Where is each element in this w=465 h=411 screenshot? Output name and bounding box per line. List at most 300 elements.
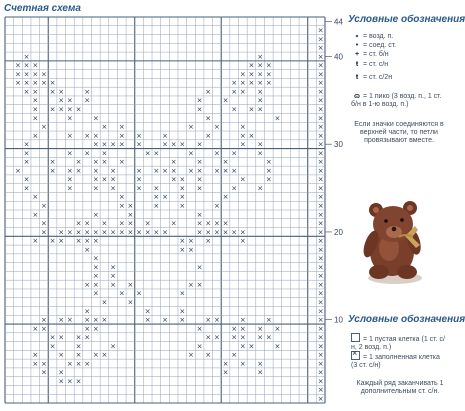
- filled-cell-cross: ×: [23, 140, 30, 149]
- filled-cell-cross: ×: [248, 342, 255, 351]
- filled-cell-cross: ×: [188, 166, 194, 175]
- filled-cell-cross: ×: [257, 368, 264, 377]
- double-treble-icon: ŧ: [355, 74, 359, 81]
- filled-cell-cross: ×: [92, 316, 99, 325]
- filled-cell-cross: ×: [257, 149, 264, 158]
- filled-cell-cross: ×: [196, 210, 203, 219]
- filled-cell-cross: ×: [257, 61, 264, 70]
- filled-cell-cross: ×: [239, 123, 246, 132]
- filled-cell-cross: ×: [84, 87, 91, 96]
- filled-cell-cross: ×: [84, 280, 91, 289]
- filled-cell-cross: ×: [75, 351, 82, 360]
- filled-cell-cross: ×: [213, 202, 220, 211]
- filled-cell-cross: ×: [84, 219, 91, 228]
- filled-cell-cross: ×: [265, 70, 272, 79]
- filled-cell-cross: ×: [162, 131, 168, 140]
- filled-cell-cross: ×: [239, 175, 246, 184]
- filled-cell-cross: ×: [40, 79, 47, 88]
- legend-item-single-crochet: + = ст. б/н: [351, 51, 389, 59]
- filled-cell-cross: ×: [170, 175, 177, 184]
- legend-note-bottom: Каждый ряд заканчивать 1 дополнительным ст. с/н.: [356, 380, 444, 395]
- filled-cell-cross: ×: [66, 175, 73, 184]
- filled-cell-cross: ×: [317, 228, 324, 237]
- filled-cell-cross: ×: [257, 79, 264, 88]
- filled-cell-cross: ×: [84, 359, 91, 368]
- filled-cell-cross: ×: [118, 228, 125, 237]
- filled-cell-cross: ×: [179, 237, 186, 246]
- filled-cell-cross: ×: [75, 219, 82, 228]
- filled-cell-cross: ×: [66, 184, 73, 193]
- filled-cell-cross: ×: [205, 237, 212, 246]
- filled-cell-cross: ×: [170, 140, 177, 149]
- filled-cell-cross: ×: [32, 131, 39, 140]
- filled-cell-cross: ×: [58, 351, 65, 360]
- filled-cell-cross: ×: [196, 140, 203, 149]
- filled-cell-cross: ×: [58, 377, 65, 386]
- filled-cell-cross: ×: [317, 149, 324, 158]
- filled-cell-cross: ×: [136, 289, 142, 298]
- filled-cell-cross: ×: [66, 105, 73, 114]
- filled-cell-cross: ×: [205, 316, 212, 325]
- filled-cell-cross: ×: [127, 210, 134, 219]
- filled-cell-cross: ×: [153, 193, 160, 202]
- filled-cell-cross: ×: [317, 193, 324, 202]
- filled-cell-cross: ×: [317, 202, 324, 211]
- filled-cell-cross: ×: [179, 245, 186, 254]
- filled-cell-cross: ×: [317, 87, 324, 96]
- filled-cell-cross: ×: [118, 123, 125, 132]
- filled-cell-cross: ×: [92, 228, 99, 237]
- filled-cell-cross: ×: [66, 96, 73, 105]
- row-number-label: 20: [334, 227, 343, 237]
- filled-cell-cross: ×: [231, 228, 238, 237]
- filled-cell-cross: ×: [274, 114, 281, 123]
- filled-cell-cross: ×: [110, 342, 117, 351]
- filled-cell-cross: ×: [58, 368, 65, 377]
- filled-cell-cross: ×: [127, 228, 134, 237]
- filled-cell-cross: ×: [75, 158, 82, 167]
- filled-cell-cross: ×: [32, 324, 39, 333]
- filled-cell-cross: ×: [23, 175, 30, 184]
- filled-cell-cross: ×: [317, 237, 324, 246]
- filled-cell-cross: ×: [110, 280, 117, 289]
- filled-cell-cross: ×: [162, 140, 168, 149]
- filled-cell-cross: ×: [317, 158, 324, 167]
- filled-cell-cross: ×: [257, 333, 264, 342]
- filled-cell-cross: ×: [32, 70, 39, 79]
- filled-cell-cross: ×: [317, 298, 324, 307]
- filled-cell-cross: ×: [205, 114, 212, 123]
- filled-cell-cross: ×: [92, 289, 99, 298]
- filled-cell-cross: ×: [222, 158, 229, 167]
- filled-cell-cross: ×: [317, 44, 324, 53]
- filled-cell-cross: ×: [101, 219, 108, 228]
- filled-cell-cross: ×: [257, 70, 264, 79]
- filled-cell-cross: ×: [144, 228, 151, 237]
- filled-cell-cross: ×: [75, 359, 82, 368]
- filled-cell-cross: ×: [213, 123, 220, 132]
- filled-cell-cross: ×: [40, 324, 47, 333]
- filled-cell-cross: ×: [58, 228, 65, 237]
- filled-cell-cross: ×: [66, 114, 73, 123]
- filled-cell-cross: ×: [162, 166, 168, 175]
- slip-stitch-icon: •: [355, 42, 359, 49]
- filled-cell-cross: ×: [317, 280, 324, 289]
- filled-cell-cross: ×: [196, 342, 203, 351]
- filled-cell-cross: ×: [239, 333, 246, 342]
- filled-cell-cross: ×: [196, 158, 203, 167]
- filled-cell-cross: ×: [110, 175, 117, 184]
- filled-cell-cross: ×: [92, 131, 99, 140]
- filled-cell-cross: ×: [144, 149, 151, 158]
- filled-cell-cross: ×: [265, 79, 272, 88]
- filled-cell-cross: ×: [15, 166, 21, 175]
- filled-cell-cross: ×: [40, 359, 47, 368]
- filled-cell-cross: ×: [101, 140, 108, 149]
- filled-cell-cross: ×: [40, 123, 47, 132]
- filled-cell-cross: ×: [92, 237, 99, 246]
- filled-cell-cross: ×: [92, 263, 99, 272]
- filled-cell-cross: ×: [239, 324, 246, 333]
- filled-cell-cross: ×: [179, 307, 186, 316]
- filled-cell-cross: ×: [231, 324, 238, 333]
- filled-cell-cross: ×: [205, 228, 212, 237]
- filled-cell-cross: ×: [23, 79, 30, 88]
- filled-cell-cross: ×: [274, 324, 281, 333]
- filled-cell-cross: ×: [317, 263, 324, 272]
- filled-cell-cross: ×: [127, 298, 134, 307]
- filled-cell-cross: ×: [23, 61, 30, 70]
- filled-cell-cross: ×: [101, 158, 108, 167]
- filled-cell-cross: ×: [75, 105, 82, 114]
- filled-cell-cross: ×: [179, 140, 186, 149]
- legend-item-slip: • = соед. ст.: [351, 42, 396, 50]
- filled-cell-cross: ×: [188, 149, 194, 158]
- filled-cell-cross: ×: [75, 377, 82, 386]
- filled-cell-cross: ×: [162, 193, 168, 202]
- legend-item-picot: ɷ = 1 пико (3 возд. п., 1 ст. б/н в 1-ю возд. п.): [351, 93, 442, 108]
- filled-cell-cross: ×: [257, 359, 264, 368]
- filled-cell-cross: ×: [222, 166, 229, 175]
- filled-cell-cross: ×: [136, 228, 142, 237]
- filled-cell-cross: ×: [92, 158, 99, 167]
- filled-cell-cross: ×: [84, 131, 91, 140]
- filled-cell-cross: ×: [205, 351, 212, 360]
- filled-cell-cross: ×: [118, 289, 125, 298]
- filled-cell-cross: ×: [213, 149, 220, 158]
- filled-cell-cross: ×: [257, 324, 264, 333]
- filled-cell-cross: ×: [317, 175, 324, 184]
- filled-cell-cross: ×: [239, 70, 246, 79]
- filled-cell-cross: ×: [23, 184, 30, 193]
- filled-cell-cross: ×: [196, 228, 203, 237]
- filled-cell-cross: ×: [317, 52, 324, 61]
- filled-cell-cross: ×: [136, 131, 142, 140]
- filled-cell-cross: ×: [317, 324, 324, 333]
- filled-cell-cross: ×: [265, 316, 272, 325]
- filled-cell-cross: ×: [40, 316, 47, 325]
- filled-cell-cross: ×: [118, 219, 125, 228]
- filled-cell-cross: ×: [75, 333, 82, 342]
- filled-cell-cross: ×: [136, 184, 142, 193]
- filled-cell-cross: ×: [136, 166, 142, 175]
- filled-cell-cross: ×: [101, 228, 108, 237]
- filled-cell-cross: ×: [15, 61, 21, 70]
- filled-cell-cross: ×: [196, 184, 203, 193]
- filled-cell-cross: ×: [15, 70, 21, 79]
- filled-cell-cross: ×: [257, 184, 264, 193]
- filled-cell-cross: ×: [239, 359, 246, 368]
- filled-cell-cross: ×: [317, 386, 324, 395]
- row-number-label: 10: [334, 315, 343, 325]
- filled-cell-cross: ×: [162, 228, 168, 237]
- filled-cell-cross: ×: [92, 324, 99, 333]
- chain-stitch-icon: ∘: [354, 33, 360, 40]
- filled-cell-cross: ×: [75, 342, 82, 351]
- filled-cell-cross: ×: [188, 351, 194, 360]
- filled-cell-cross: ×: [179, 184, 186, 193]
- filled-cell-cross: ×: [317, 131, 324, 140]
- filled-cell-cross: ×: [257, 96, 264, 105]
- filled-cell-cross: ×: [66, 166, 73, 175]
- legend-note-top: Если значки соединяются в верхней части, то петли провязывают вместе.: [354, 121, 444, 144]
- filled-cell-cross: ×: [196, 263, 203, 272]
- filled-cell-cross: ×: [317, 254, 324, 263]
- filled-cell-cross: ×: [32, 61, 39, 70]
- filled-cell-cross: ×: [66, 228, 73, 237]
- filled-cell-cross: ×: [239, 131, 246, 140]
- filled-cell-cross: ×: [162, 316, 168, 325]
- filled-cell-cross: ×: [231, 149, 238, 158]
- filled-cell-cross: ×: [15, 79, 21, 88]
- chart-title: Счетная схема: [4, 3, 81, 14]
- filled-cell-cross: ×: [170, 166, 177, 175]
- filled-cell-cross: ×: [118, 140, 125, 149]
- filled-cell-cross: ×: [49, 105, 56, 114]
- filled-cell-cross: ×: [49, 166, 56, 175]
- filled-cell-cross: ×: [32, 210, 39, 219]
- filled-cell-cross: ×: [317, 35, 324, 44]
- filled-cell-cross: ×: [257, 87, 264, 96]
- filled-cell-cross: ×: [153, 184, 160, 193]
- filled-cell-cross: ×: [222, 228, 229, 237]
- filled-cell-cross: ×: [248, 70, 255, 79]
- filled-cell-cross: ×: [231, 351, 238, 360]
- filled-cell-cross: ×: [84, 324, 91, 333]
- filled-cell-cross: ×: [49, 79, 56, 88]
- filled-cell-cross: ×: [92, 351, 99, 360]
- filled-cell-cross: ×: [257, 140, 264, 149]
- filled-cell-cross: ×: [213, 219, 220, 228]
- filled-cell-cross: ×: [317, 61, 324, 70]
- filled-cell-cross: ×: [32, 96, 39, 105]
- filled-cell-cross: ×: [239, 342, 246, 351]
- filled-cell-cross: ×: [32, 87, 39, 96]
- filled-cell-cross: ×: [58, 105, 65, 114]
- filled-cell-cross: ×: [222, 96, 229, 105]
- filled-cell-cross: ×: [317, 219, 324, 228]
- filled-cell-cross: ×: [188, 280, 194, 289]
- filled-cell-cross: ×: [317, 368, 324, 377]
- filled-cell-cross: ×: [213, 166, 220, 175]
- filled-cell-cross: ×: [49, 158, 56, 167]
- filled-cell-cross: ×: [205, 131, 212, 140]
- filled-cell-cross: ×: [317, 333, 324, 342]
- filled-cell-cross: ×: [153, 202, 160, 211]
- filled-cell-cross: ×: [257, 105, 264, 114]
- filled-cell-cross: ×: [23, 87, 30, 96]
- filled-cell-cross: ×: [317, 114, 324, 123]
- filled-cell-cross: ×: [66, 131, 73, 140]
- filled-cell-cross: ×: [179, 175, 186, 184]
- filled-cell-cross: ×: [144, 219, 151, 228]
- filled-cell-cross: ×: [40, 228, 47, 237]
- filled-cell-cross: ×: [317, 26, 324, 35]
- filled-cell-cross: ×: [58, 96, 65, 105]
- filled-cell-cross: ×: [118, 158, 125, 167]
- filled-cell-cross: ×: [317, 316, 324, 325]
- filled-cell-cross: ×: [317, 140, 324, 149]
- filled-cell-cross: ×: [84, 237, 91, 246]
- filled-cell-cross: ×: [153, 228, 160, 237]
- filled-cell-cross: ×: [32, 351, 39, 360]
- filled-cell-cross: ×: [101, 351, 108, 360]
- filled-cell-cross: ×: [101, 149, 108, 158]
- filled-cell-cross: ×: [110, 140, 117, 149]
- filled-cell-cross: ×: [239, 237, 246, 246]
- filled-cell-cross: ×: [127, 280, 134, 289]
- filled-cell-cross: ×: [248, 79, 255, 88]
- legend-heading-bottom: Условные обозначения: [348, 314, 465, 325]
- filled-cell-cross: ×: [92, 184, 99, 193]
- row-number-label: 40: [334, 52, 343, 62]
- filled-cell-cross: ×: [317, 79, 324, 88]
- filled-cell-cross: ×: [101, 298, 108, 307]
- filled-cell-cross: ×: [213, 228, 220, 237]
- filled-cell-cross: ×: [222, 219, 229, 228]
- filled-cell-cross: ×: [196, 219, 203, 228]
- filled-cell-cross: ×: [110, 263, 117, 272]
- filled-cell-cross: ×: [32, 193, 39, 202]
- legend-item-filled-cell: ×= 1 заполненная клетка (3 ст. с/н): [351, 351, 447, 370]
- filled-cell-cross: ×: [110, 228, 117, 237]
- filled-cell-cross: ×: [66, 149, 73, 158]
- filled-cell-cross: ×: [32, 105, 39, 114]
- filled-cell-cross: ×: [84, 333, 91, 342]
- teddy-bear-image: [361, 201, 424, 284]
- filled-cell-cross: ×: [144, 307, 151, 316]
- filled-cell-cross: ×: [196, 175, 203, 184]
- filled-cell-cross: ×: [84, 149, 91, 158]
- filled-cell-cross: ×: [179, 289, 186, 298]
- filled-cell-cross: ×: [188, 237, 194, 246]
- filled-cell-cross: ×: [110, 272, 117, 281]
- filled-cell-cross: ×: [179, 202, 186, 211]
- filled-cell-cross: ×: [196, 280, 203, 289]
- filled-cell-icon: [351, 351, 360, 360]
- filled-cell-cross: ×: [32, 237, 39, 246]
- filled-cell-cross: ×: [66, 316, 73, 325]
- filled-cell-cross: ×: [188, 123, 194, 132]
- filled-cell-cross: ×: [205, 87, 212, 96]
- filled-cell-cross: ×: [274, 342, 281, 351]
- legend-item-double-treble: ŧ = ст. с/2н: [351, 74, 392, 82]
- filled-cell-cross: ×: [23, 70, 30, 79]
- filled-cell-cross: ×: [101, 175, 108, 184]
- filled-cell-cross: ×: [170, 158, 177, 167]
- filled-cell-cross: ×: [170, 219, 177, 228]
- filled-cell-cross: ×: [66, 377, 73, 386]
- filled-cell-cross: ×: [248, 131, 255, 140]
- filled-cell-cross: ×: [317, 105, 324, 114]
- filled-cell-cross: ×: [92, 114, 99, 123]
- legend-item-double-crochet: ŧ = ст. с/н: [351, 61, 388, 69]
- filled-cell-cross: ×: [179, 316, 186, 325]
- filled-cell-cross: ×: [196, 96, 203, 105]
- filled-cell-cross: ×: [317, 377, 324, 386]
- filled-cell-cross: ×: [196, 166, 203, 175]
- filled-cell-cross: ×: [222, 359, 229, 368]
- filled-cell-cross: ×: [317, 166, 324, 175]
- filled-cell-cross: ×: [84, 245, 91, 254]
- filled-cell-cross: ×: [265, 61, 272, 70]
- filled-cell-cross: ×: [66, 359, 73, 368]
- filled-cell-cross: ×: [136, 140, 142, 149]
- filled-cell-cross: ×: [84, 96, 91, 105]
- filled-cell-cross: ×: [205, 219, 212, 228]
- filled-cell-cross: ×: [213, 333, 220, 342]
- filled-cell-cross: ×: [49, 87, 56, 96]
- filled-cell-cross: ×: [92, 254, 99, 263]
- filled-cell-cross: ×: [49, 342, 56, 351]
- filled-cell-cross: ×: [58, 316, 65, 325]
- filled-cell-cross: ×: [58, 87, 65, 96]
- filled-cell-cross: ×: [317, 184, 324, 193]
- filled-cell-cross: ×: [317, 351, 324, 360]
- filled-cell-cross: ×: [239, 140, 246, 149]
- filled-cell-cross: ×: [205, 333, 212, 342]
- filled-cell-cross: ×: [265, 175, 272, 184]
- filled-cell-cross: ×: [231, 184, 238, 193]
- filled-cell-cross: ×: [188, 245, 194, 254]
- single-crochet-icon: +: [354, 51, 360, 58]
- filled-cell-cross: ×: [231, 79, 238, 88]
- filled-cell-cross: ×: [101, 123, 108, 132]
- filled-cell-cross: ×: [92, 272, 99, 281]
- filled-cell-cross: ×: [248, 61, 255, 70]
- row-number-label: 30: [334, 140, 343, 150]
- filled-cell-cross: ×: [231, 87, 238, 96]
- filled-cell-cross: ×: [239, 316, 246, 325]
- filled-cell-cross: ×: [118, 202, 125, 211]
- filled-cell-cross: ×: [84, 316, 91, 325]
- filled-cell-cross: ×: [110, 166, 117, 175]
- filled-cell-cross: ×: [32, 79, 39, 88]
- filled-cell-cross: ×: [40, 219, 47, 228]
- filled-cell-cross: ×: [92, 175, 99, 184]
- filled-cell-cross: ×: [213, 316, 220, 325]
- filled-cell-cross: ×: [239, 87, 246, 96]
- filled-cell-cross: ×: [317, 210, 324, 219]
- filled-cell-cross: ×: [317, 307, 324, 316]
- filled-cell-cross: ×: [231, 166, 238, 175]
- filled-cell-cross: ×: [222, 193, 229, 202]
- filled-cell-cross: ×: [32, 359, 39, 368]
- filled-cell-cross: ×: [92, 140, 99, 149]
- filled-cell-cross: ×: [49, 333, 56, 342]
- filled-cell-cross: ×: [84, 228, 91, 237]
- filled-cell-cross: ×: [317, 123, 324, 132]
